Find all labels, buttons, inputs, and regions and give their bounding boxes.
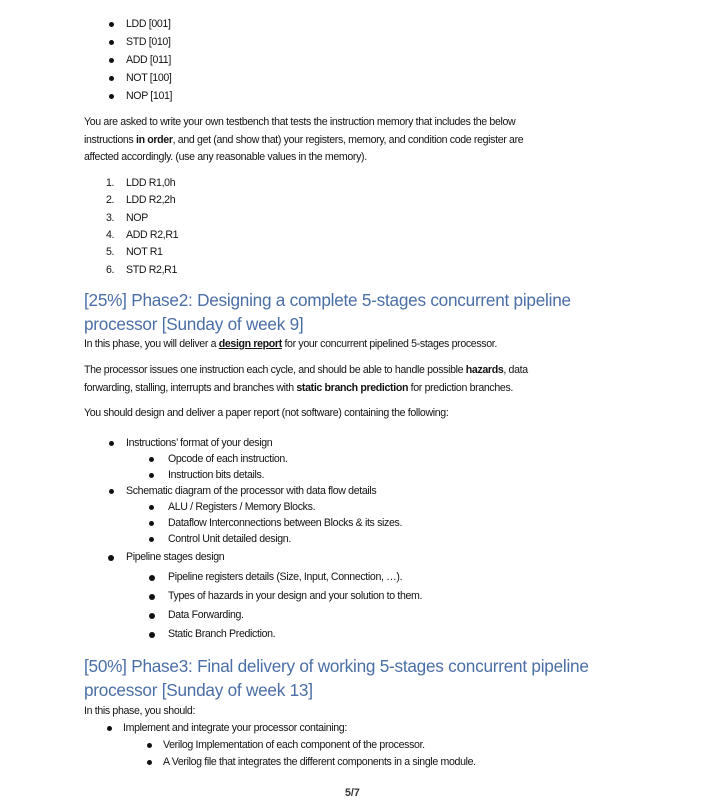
sub-list-item: Data Forwarding. bbox=[168, 609, 244, 621]
bullet-icon bbox=[149, 613, 155, 619]
list-number: 1. bbox=[106, 177, 115, 189]
bold-text: static branch prediction bbox=[296, 381, 409, 394]
paragraph-line bbox=[84, 380, 528, 398]
instruction-text: NOP bbox=[126, 212, 148, 224]
opcode-label: LDD [001] bbox=[126, 18, 171, 30]
text-span: instructions bbox=[84, 133, 136, 146]
paragraph-line bbox=[84, 362, 528, 380]
text-span: , and get (and show that) your registers, memory, and condition code register are bbox=[172, 133, 524, 146]
opcode-label: STD [010] bbox=[126, 36, 171, 48]
phase2-description bbox=[84, 362, 528, 397]
opcode-label: NOP [101] bbox=[126, 90, 173, 102]
instruction-text: STD R2,R1 bbox=[126, 264, 178, 276]
text-span: , data bbox=[503, 364, 528, 376]
sub-list-item: Static Branch Prediction. bbox=[168, 628, 276, 640]
list-number: 4. bbox=[106, 229, 115, 241]
bullet-icon bbox=[109, 40, 114, 45]
list-number: 3. bbox=[106, 212, 115, 224]
list-item: Schematic diagram of the processor with data flow details bbox=[126, 485, 377, 497]
bullet-icon bbox=[109, 76, 114, 81]
phase2-deliver-line: You should design and deliver a paper report (not software) containing the following: bbox=[84, 407, 449, 419]
opcode-label: ADD [011] bbox=[126, 54, 171, 66]
bullet-icon bbox=[147, 743, 152, 748]
bullet-icon bbox=[149, 457, 154, 462]
text-span: In this phase, you will deliver a bbox=[84, 338, 219, 350]
heading-line: [25%] Phase2: Designing a complete 5-stages concurrent pipeline bbox=[84, 290, 571, 310]
bullet-icon bbox=[109, 441, 114, 446]
bullet-icon bbox=[109, 94, 114, 99]
sub-list-item: Control Unit detailed design. bbox=[168, 533, 291, 545]
paragraph-line: You are asked to write your own testbench that tests the instruction memory that includes the below bbox=[84, 116, 516, 128]
opcode-label: NOT [100] bbox=[126, 72, 172, 84]
bullet-icon bbox=[107, 726, 112, 731]
bullet-icon bbox=[109, 22, 114, 27]
sub-list-item: Pipeline registers details (Size, Input, Connection, …). bbox=[168, 571, 403, 583]
heading-line: processor [Sunday of week 13] bbox=[84, 680, 313, 700]
text-span: for your concurrent pipelined 5-stages processor. bbox=[281, 338, 497, 350]
sub-list-item: ALU / Registers / Memory Blocks. bbox=[168, 501, 316, 513]
sub-list-item: Types of hazards in your design and your solution to them. bbox=[168, 590, 423, 602]
phase2-heading bbox=[84, 288, 571, 336]
bullet-icon bbox=[149, 473, 154, 478]
bullet-icon bbox=[109, 58, 114, 63]
bullet-icon bbox=[149, 632, 155, 638]
text-span: for prediction branches. bbox=[408, 381, 513, 394]
list-item: Instructions’ format of your design bbox=[126, 437, 273, 449]
sub-list-item: A Verilog file that integrates the different components in a single module. bbox=[163, 756, 476, 768]
paragraph-line: affected accordingly. (use any reasonable values in the memory). bbox=[84, 151, 367, 163]
heading-line: [50%] Phase3: Final delivery of working 5-stages concurrent pipeline bbox=[84, 656, 589, 676]
bold-text: in order bbox=[135, 133, 173, 146]
sub-list-item: Dataflow Interconnections between Blocks & its sizes. bbox=[168, 517, 403, 529]
bullet-icon bbox=[149, 537, 154, 542]
page-number: 5/7 bbox=[345, 787, 360, 799]
bullet-icon bbox=[149, 505, 154, 510]
paragraph-line bbox=[84, 132, 523, 150]
sub-list-item: Instruction bits details. bbox=[168, 469, 265, 481]
testbench-paragraph bbox=[84, 114, 523, 167]
text-span: The processor issues one instruction each cycle, and should be able to handle possible bbox=[84, 364, 466, 376]
sub-list-item: Opcode of each instruction. bbox=[168, 453, 288, 465]
list-number: 2. bbox=[106, 194, 115, 206]
instruction-text: LDD R2,2h bbox=[126, 194, 176, 206]
bullet-icon bbox=[149, 521, 154, 526]
list-item: Implement and integrate your processor containing: bbox=[123, 722, 347, 734]
list-item: Pipeline stages design bbox=[126, 551, 225, 563]
heading-line: processor [Sunday of week 9] bbox=[84, 314, 304, 334]
bullet-icon bbox=[149, 594, 155, 600]
bullet-icon bbox=[149, 575, 155, 581]
instruction-text: NOT R1 bbox=[126, 246, 163, 258]
bullet-icon bbox=[147, 760, 152, 765]
phase3-intro: In this phase, you should: bbox=[84, 705, 196, 717]
instruction-text: LDD R1,0h bbox=[126, 177, 176, 189]
list-number: 5. bbox=[106, 246, 115, 258]
bullet-icon bbox=[109, 489, 114, 494]
design-report-emphasis: design report bbox=[218, 338, 282, 350]
phase3-heading bbox=[84, 654, 589, 702]
instruction-text: ADD R2,R1 bbox=[126, 229, 179, 241]
list-number: 6. bbox=[106, 264, 115, 276]
bullet-icon bbox=[108, 555, 114, 561]
bold-text: hazards bbox=[465, 364, 504, 376]
phase2-intro bbox=[84, 336, 497, 354]
text-span: forwarding, stalling, interrupts and branches with bbox=[84, 381, 297, 394]
sub-list-item: Verilog Implementation of each component of the processor. bbox=[163, 739, 425, 751]
